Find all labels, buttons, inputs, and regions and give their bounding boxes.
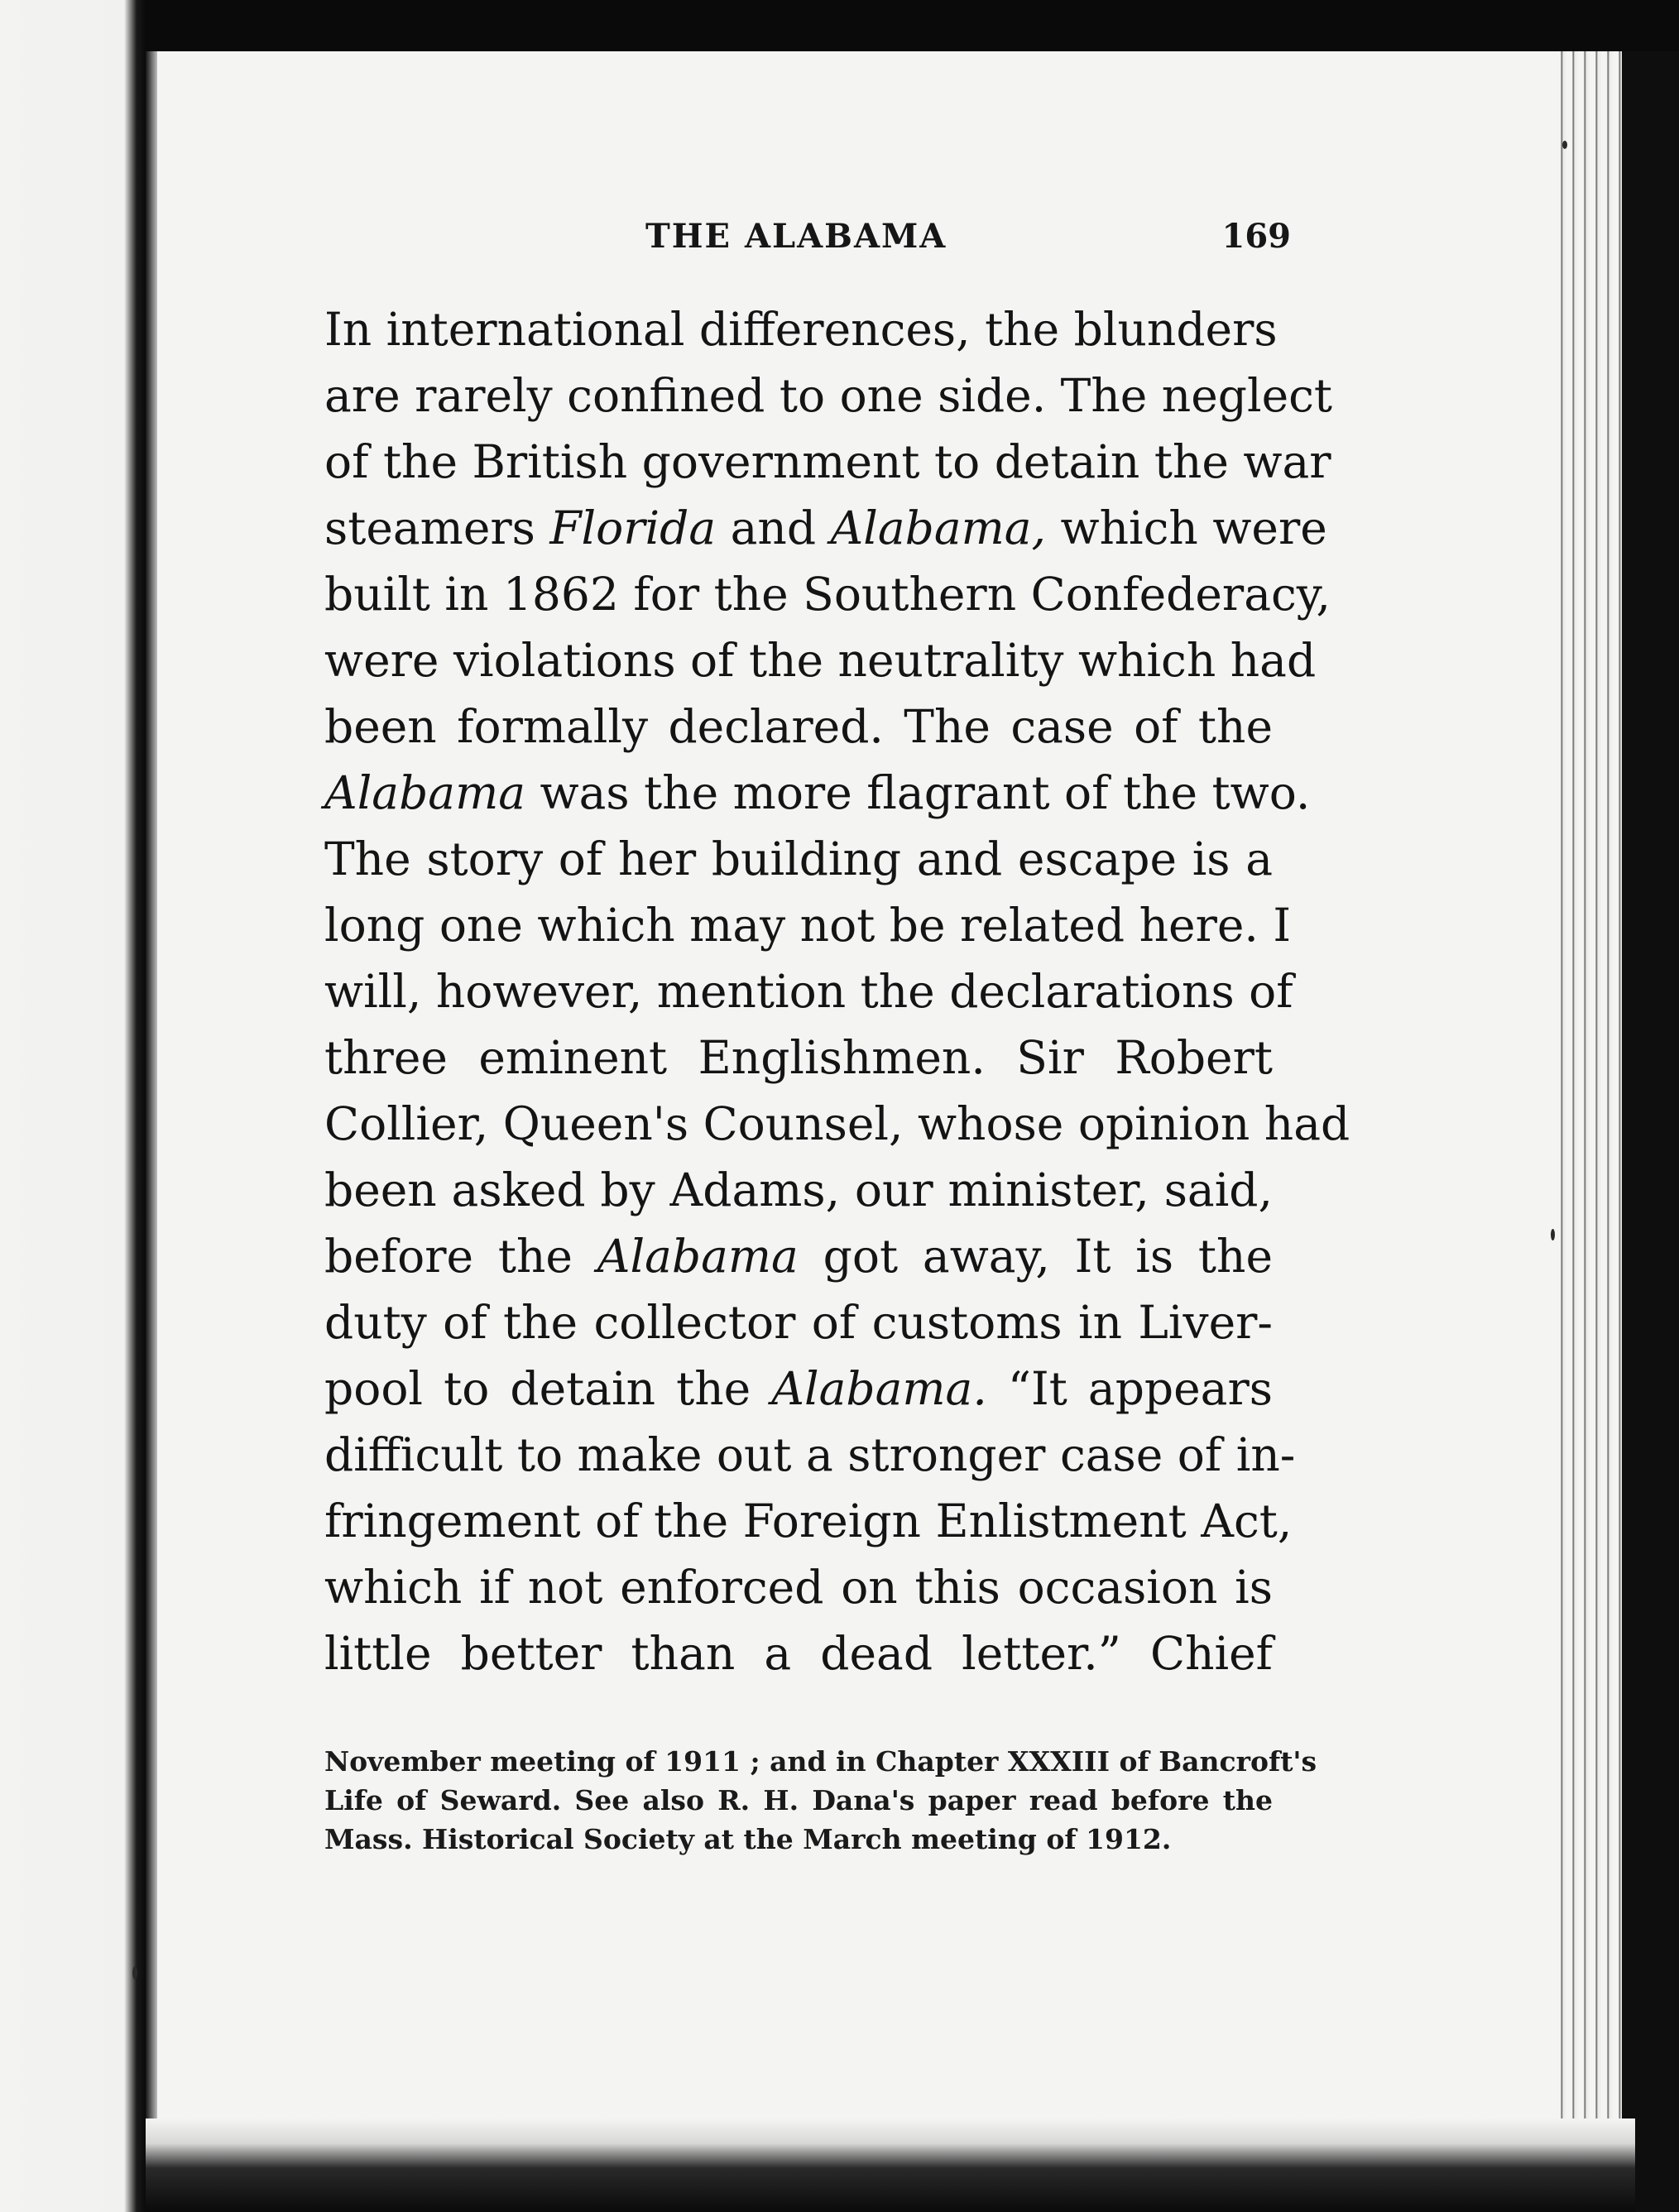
text-line — [324, 892, 1292, 958]
text-segment: long one which may not be related here. I — [324, 899, 1292, 952]
text-segment: been formally declared. The case of the — [324, 700, 1273, 753]
text-line — [324, 561, 1331, 627]
text-segment: are rarely confined to one side. The neglect — [324, 369, 1333, 422]
text-line — [324, 1223, 1273, 1289]
italic-ship-name: Alabama. — [771, 1362, 987, 1415]
text-line — [324, 1157, 1273, 1223]
text-segment: Collier, Queen's Counsel, whose opinion had — [324, 1097, 1350, 1150]
italic-ship-name: Alabama — [597, 1230, 799, 1283]
text-line — [324, 958, 1293, 1024]
right-border — [1622, 51, 1679, 2212]
text-line — [324, 1356, 1273, 1422]
text-line — [324, 1091, 1350, 1157]
text-line — [324, 826, 1273, 892]
body-text — [324, 296, 1350, 1687]
text-segment: duty of the collector of customs in Liver- — [324, 1296, 1273, 1349]
text-segment: got away, It is the — [798, 1230, 1274, 1283]
scan-speck — [1562, 141, 1567, 149]
running-header — [645, 217, 1291, 266]
binding-edge — [0, 0, 146, 2212]
text-line — [324, 1289, 1273, 1356]
page-number: 169 — [1221, 217, 1291, 256]
text-line — [324, 760, 1311, 826]
italic-ship-name: Florida — [549, 501, 717, 554]
italic-ship-name: Alabama, — [830, 501, 1047, 554]
text-segment: which were — [1046, 501, 1327, 554]
bottom-edge — [146, 2118, 1635, 2212]
text-segment: before the — [324, 1230, 597, 1283]
text-segment: built in 1862 for the Southern Confederacy, — [324, 568, 1331, 621]
text-segment: and — [716, 501, 831, 554]
text-segment: three eminent Englishmen. Sir Robert — [324, 1031, 1273, 1084]
text-segment: pool to detain the — [324, 1362, 772, 1415]
text-segment: “It appears — [986, 1362, 1273, 1415]
text-line — [324, 1620, 1273, 1687]
text-line — [324, 627, 1317, 693]
scan-speck — [1551, 1229, 1555, 1240]
text-line — [324, 693, 1273, 760]
text-segment: difficult to make out a stronger case of in- — [324, 1428, 1296, 1481]
text-line — [324, 1422, 1296, 1488]
text-line — [324, 429, 1331, 495]
text-line — [324, 1024, 1273, 1091]
text-segment: In international differences, the blunders — [324, 303, 1278, 356]
text-line — [324, 1554, 1273, 1620]
text-segment: little better than a dead letter.” Chief — [324, 1627, 1273, 1680]
footnote-line: November meeting of 1911 ; and in Chapter XXXIII of Bancroft's — [324, 1745, 1317, 1778]
text-segment: steamers — [324, 501, 550, 554]
text-line — [324, 1488, 1293, 1554]
text-line — [324, 296, 1278, 362]
text-segment: The story of her building and escape is a — [324, 832, 1273, 885]
footnote-line: Life of Seward. See also R. H. Dana's paper read before the — [324, 1784, 1273, 1816]
text-segment: of the British government to detain the war — [324, 435, 1331, 488]
text-line — [324, 362, 1333, 429]
text-segment: which if not enforced on this occasion is — [324, 1561, 1273, 1614]
text-segment: will, however, mention the declarations of — [324, 965, 1293, 1018]
text-segment: were violations of the neutrality which had — [324, 634, 1317, 687]
text-segment: was the more flagrant of the two. — [525, 766, 1311, 819]
text-line — [324, 495, 1327, 561]
text-segment: fringement of the Foreign Enlistment Act, — [324, 1495, 1293, 1547]
running-title: THE ALABAMA — [645, 217, 947, 256]
footnote-line: Mass. Historical Society at the March meeting of 1912. — [324, 1823, 1172, 1855]
footnote — [324, 1742, 1317, 1859]
text-segment: been asked by Adams, our minister, said, — [324, 1164, 1273, 1216]
italic-ship-name: Alabama — [324, 766, 526, 819]
gutter-shadow — [146, 51, 157, 2170]
scan-speck — [132, 1966, 137, 1979]
